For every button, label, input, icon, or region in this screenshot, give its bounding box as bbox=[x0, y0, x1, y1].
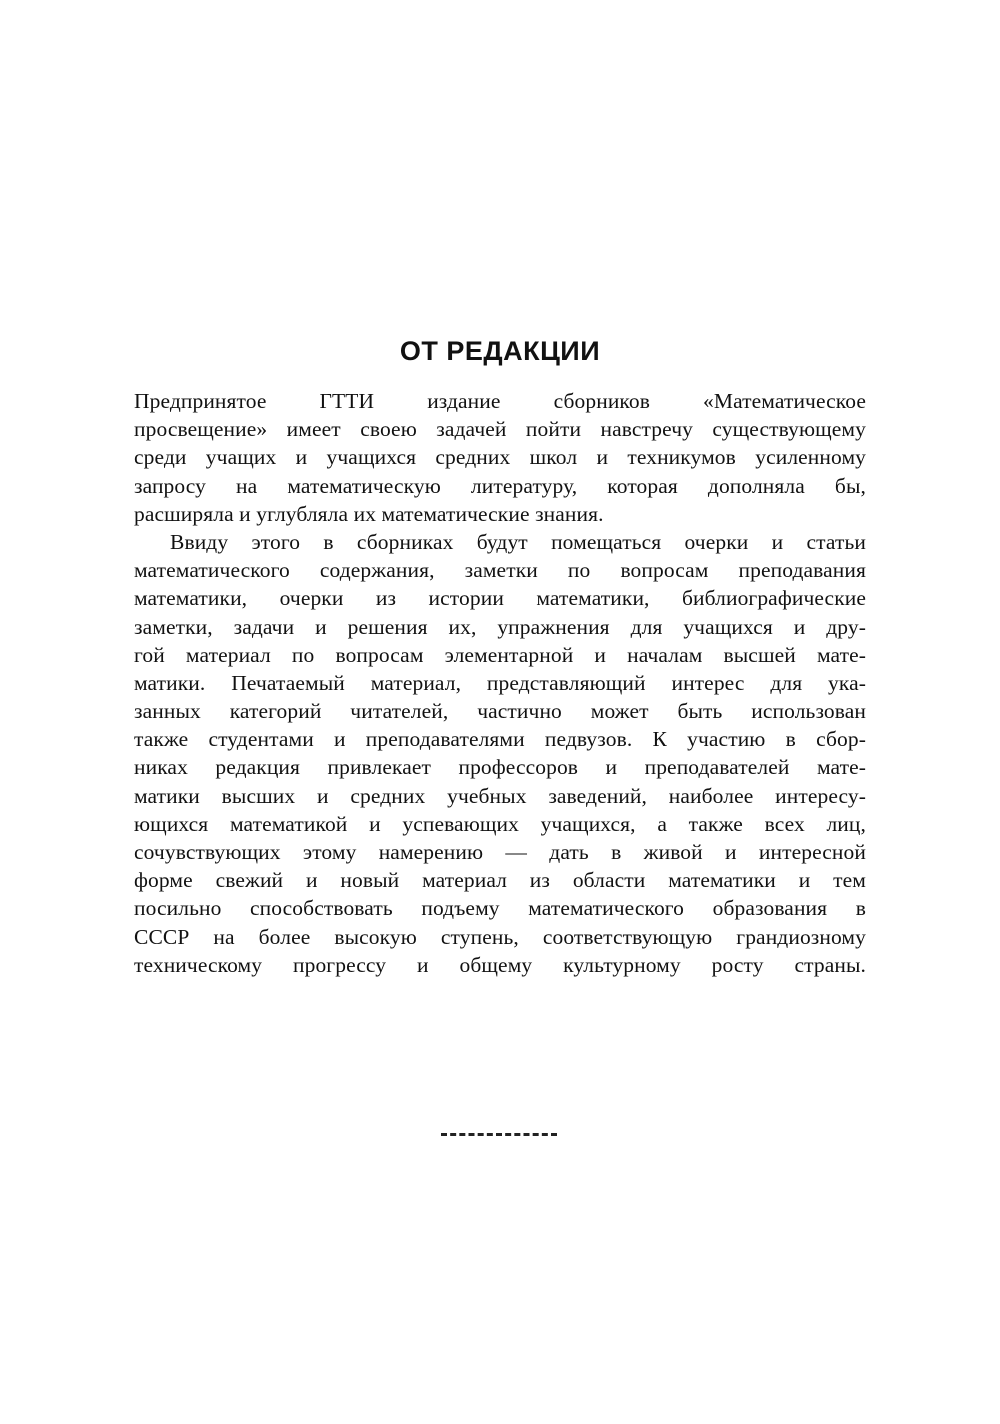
text-line: Предпринятое ГТТИ издание сборников «Математическое bbox=[134, 389, 866, 413]
text-line: математического содержания, заметки по вопросам преподавания bbox=[134, 558, 866, 583]
text-line: также студентами и преподавателями педвузов. К участию в сбор- bbox=[134, 727, 866, 752]
text-line: никах редакция привлекает профессоров и преподавателей мате- bbox=[134, 755, 866, 780]
text-line: занных категорий читателей, частично может быть использован bbox=[134, 699, 866, 724]
text-line: форме свежий и новый материал из области математики и тем bbox=[134, 868, 866, 893]
body-text bbox=[134, 387, 866, 979]
text-line: запросу на математическую литературу, которая дополняла бы, bbox=[134, 473, 866, 498]
text-line: матики высших и средних учебных заведений, наиболее интересу- bbox=[134, 783, 866, 808]
text-line: расширяла и углубляла их математические знания. bbox=[134, 501, 604, 526]
text-line: математики, очерки из истории математики, библиографические bbox=[134, 586, 866, 611]
section-divider bbox=[441, 1133, 557, 1136]
text-line: посильно способствовать подъему математического образования в bbox=[134, 896, 866, 921]
text-line: гой материал по вопросам элементарной и началам высшей мате- bbox=[134, 642, 866, 667]
text-line: ющихся математикой и успевающих учащихся, а также всех лиц, bbox=[134, 811, 866, 836]
text-line: сочувствующих этому намерению — дать в живой и интересной bbox=[134, 840, 866, 864]
paragraph-2 bbox=[134, 528, 866, 979]
paragraph-1 bbox=[134, 387, 866, 528]
page-title: ОТ РЕДАКЦИИ bbox=[399, 336, 601, 366]
text-line: техническому прогрессу и общему культурному росту страны. bbox=[134, 952, 866, 977]
text-line: СССР на более высокую ступень, соответствующую грандиозному bbox=[134, 924, 866, 949]
text-line: среди учащих и учащихся средних школ и техникумов усиленному bbox=[134, 445, 866, 470]
text-line: Ввиду этого в сборниках будут помещаться очерки и статьи bbox=[170, 529, 866, 554]
text-line: матики. Печатаемый материал, представляющий интерес для ука- bbox=[134, 670, 866, 695]
text-line: заметки, задачи и решения их, упражнения для учащихся и дру- bbox=[134, 614, 866, 639]
text-line: просвещение» имеет своею задачей пойти навстречу существующему bbox=[134, 417, 866, 442]
